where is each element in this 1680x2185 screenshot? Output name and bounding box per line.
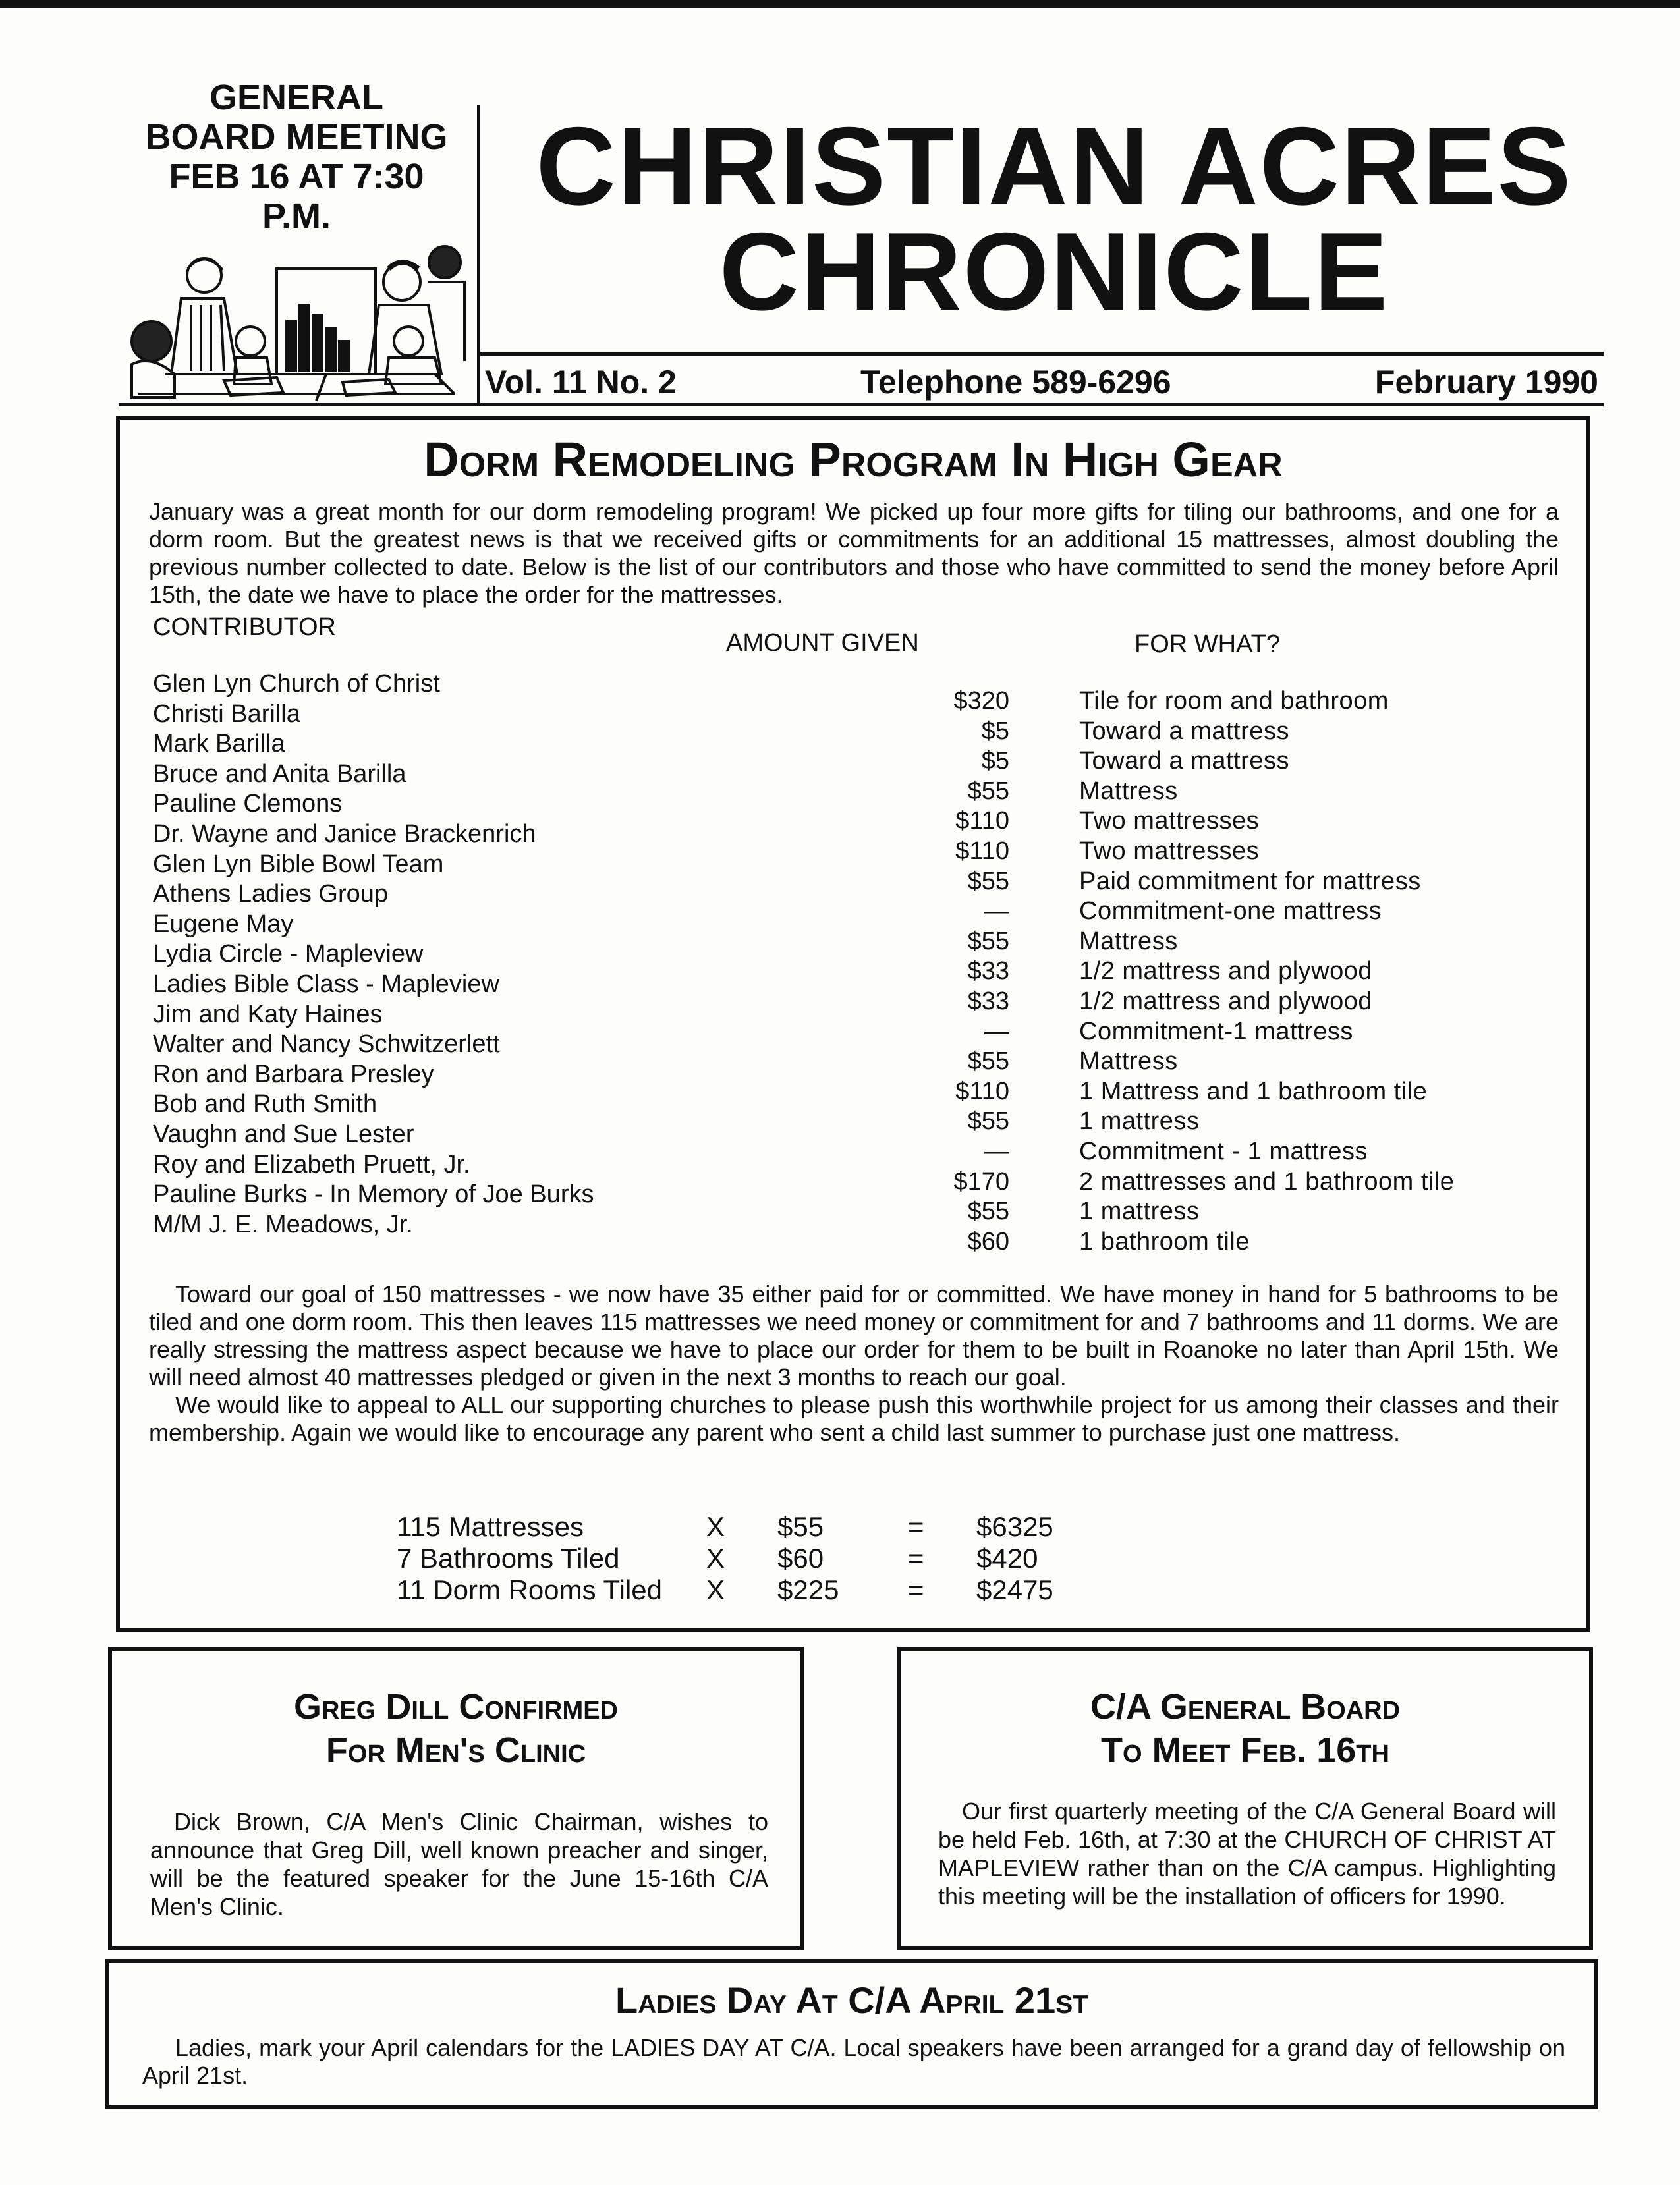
greg-title-line-2: For Men's Clinic (325, 1730, 586, 1770)
greg-article-text: Dick Brown, C/A Men's Clinic Chairman, wishes to announce that Greg Dill, well known preacher and singer, will be the featured speaker for the June 15-16th C/A Men's Clinic. (150, 1808, 768, 1920)
purpose-list (1079, 686, 1454, 1257)
amount-value: $5 (981, 717, 1009, 745)
amount-value: $110 (955, 837, 1009, 865)
contributor-name: Christi Barilla (153, 700, 300, 728)
amount-value: $33 (967, 957, 1009, 985)
newsletter-title (527, 104, 1581, 333)
calc-row (397, 1511, 1187, 1543)
greg-dill-article (108, 1647, 804, 1950)
purpose-value: Two mattresses (1079, 837, 1260, 865)
calc-equals: = (908, 1543, 924, 1574)
board-meeting-notice (119, 78, 474, 407)
info-rule (119, 403, 1604, 406)
goal-paragraph: Toward our goal of 150 mattresses - we now have 35 either paid for or committed. We have money in hand for 5 bathrooms to be tiled and one dorm room. This then leaves 115 mattresses we need money or commitment for and 7 bathrooms and 11 dorms. We are really stressing the mattress aspect because we have to place our order for them to be built in Roanoke no later than April 15th. We will need almost 40 mattresses pledged or given in the next 3 months to reach our goal. (149, 1281, 1559, 1391)
contributor-list (153, 669, 594, 1240)
calc-item: 7 Bathrooms Tiled (397, 1543, 620, 1574)
calc-times: X (706, 1574, 725, 1605)
contributor-name: Bob and Ruth Smith (153, 1090, 378, 1119)
contributor-name: Athens Ladies Group (153, 880, 389, 908)
ladies-day-article (105, 1959, 1598, 2109)
amount-value: — (984, 897, 1009, 926)
board-title-line-2: To Meet Feb. 16th (1101, 1730, 1389, 1770)
purpose-value: 1/2 mattress and plywood (1079, 987, 1373, 1015)
purpose-value: Mattress (1079, 1047, 1178, 1076)
contributor-name: Eugene May (153, 910, 294, 938)
calc-total: $420 (976, 1543, 1038, 1574)
calc-equals: = (908, 1574, 924, 1605)
board-meeting-text (119, 78, 474, 236)
amount-value: $320 (953, 687, 1009, 715)
board-meeting-illustration (125, 242, 468, 407)
contributor-name: Ladies Bible Class - Mapleview (153, 970, 499, 998)
purpose-value: Mattress (1079, 777, 1178, 805)
masthead-vertical-rule (477, 105, 480, 405)
contributor-name: Dr. Wayne and Janice Brackenrich (153, 819, 536, 848)
greg-title-line-1: Greg Dill Confirmed (294, 1687, 618, 1727)
purpose-value: Toward a mattress (1079, 747, 1289, 775)
cost-calculation (397, 1511, 1187, 1606)
telephone-number: Telephone 589-6296 (860, 364, 1171, 401)
contributor-name: Lydia Circle - Mapleview (153, 940, 424, 968)
amount-value: $33 (967, 987, 1009, 1015)
amount-header: AMOUNT GIVEN (726, 629, 919, 657)
board-title-line-1: C/A General Board (1090, 1687, 1401, 1727)
calc-price: $225 (777, 1574, 839, 1605)
purpose-value: Tile for room and bathroom (1079, 687, 1389, 715)
general-board-article (897, 1647, 1593, 1950)
amount-value: — (984, 1137, 1009, 1165)
meeting-line-2: BOARD MEETING (145, 117, 448, 157)
calc-total: $2475 (976, 1574, 1053, 1605)
amount-value: $55 (967, 1107, 1009, 1136)
greg-article-title (112, 1685, 800, 1772)
purpose-value: 1 mattress (1079, 1198, 1200, 1226)
meeting-line-4: P.M. (262, 196, 331, 236)
calc-times: X (706, 1543, 725, 1574)
purpose-value: 1/2 mattress and plywood (1079, 957, 1373, 985)
purpose-value: Commitment - 1 mattress (1079, 1137, 1368, 1165)
amount-value: $110 (955, 807, 1009, 835)
contributor-name: Ron and Barbara Presley (153, 1060, 434, 1088)
amount-value: $55 (967, 867, 1009, 895)
dorm-remodeling-article (116, 416, 1590, 1632)
dorm-intro-paragraph: January was a great month for our dorm remodeling program! We picked up four more gifts for tiling our bathrooms, and one for a dorm room. But the greatest news is that we received gifts or commitments for an additional 15 mattresses, almost doubling the previous number collected to date. Below is the list of our contributors and those who have committed to send the money before April 15th, the date we have to place the order for the mattresses. (149, 498, 1559, 608)
ladies-article-text: Ladies, mark your April calendars for the LADIES DAY AT C/A. Local speakers have been arranged for a grand day of fellowship on April 21st. (142, 2034, 1565, 2089)
volume-number: Vol. 11 No. 2 (485, 364, 677, 401)
contributor-name: Jim and Katy Haines (153, 1000, 383, 1028)
page-top-edge (0, 0, 1680, 8)
amount-value: $55 (967, 927, 1009, 955)
purpose-value: Mattress (1079, 927, 1178, 955)
calc-row (397, 1574, 1187, 1606)
title-line-1: CHRISTIAN ACRES (536, 104, 1573, 228)
amount-value: — (984, 1017, 1009, 1045)
masthead-rule (477, 352, 1604, 356)
calc-times: X (706, 1511, 725, 1542)
dorm-article-title: Dorm Remodeling Program In High Gear (424, 432, 1283, 487)
contributor-name: Mark Barilla (153, 730, 285, 758)
appeal-paragraph: We would like to appeal to ALL our supporting churches to please push this worthwhile project for us among their classes and their membership. Again we would like to encourage any parent who sent a child last summer to purchase just one mattress. (149, 1391, 1559, 1446)
amount-value: $5 (981, 747, 1009, 775)
contributor-name: Walter and Nancy Schwitzerlett (153, 1030, 500, 1059)
ladies-article-title: Ladies Day At C/A April 21st (615, 1979, 1089, 2021)
contributor-name: Glen Lyn Bible Bowl Team (153, 850, 444, 878)
amount-value: $170 (953, 1167, 1009, 1196)
amount-list (858, 686, 1009, 1257)
purpose-value: 1 bathroom tile (1079, 1227, 1250, 1256)
calc-total: $6325 (976, 1511, 1053, 1542)
amount-value: $60 (967, 1227, 1009, 1256)
board-article-title (901, 1685, 1589, 1772)
issue-info-row (485, 361, 1598, 403)
calc-item: 115 Mattresses (397, 1511, 584, 1542)
contributor-name: Pauline Clemons (153, 790, 343, 818)
purpose-value: Commitment-one mattress (1079, 897, 1382, 926)
calc-price: $55 (777, 1511, 824, 1542)
contributor-name: M/M J. E. Meadows, Jr. (153, 1210, 413, 1238)
amount-value: $110 (955, 1077, 1009, 1105)
goal-paragraphs (149, 1281, 1559, 1447)
calc-row (397, 1543, 1187, 1574)
board-article-text: Our first quarterly meeting of the C/A General Board will be held Feb. 16th, at 7:30 at the CHURCH OF CHRIST AT MAPLEVIEW rather than on the C/A campus. Highlighting this meeting will be the installation of officers for 1990. (938, 1798, 1556, 1910)
purpose-value: 1 mattress (1079, 1107, 1200, 1136)
purpose-value: 2 mattresses and 1 bathroom tile (1079, 1167, 1455, 1196)
meeting-line-3: FEB 16 AT 7:30 (169, 157, 424, 196)
contributor-header: CONTRIBUTOR (153, 613, 336, 641)
purpose-value: Toward a mattress (1079, 717, 1289, 745)
contributor-name: Vaughn and Sue Lester (153, 1120, 414, 1148)
amount-value: $55 (967, 1047, 1009, 1076)
calc-item: 11 Dorm Rooms Tiled (397, 1574, 663, 1605)
purpose-value: Two mattresses (1079, 807, 1260, 835)
purpose-value: Commitment-1 mattress (1079, 1017, 1353, 1045)
meeting-line-1: GENERAL (209, 78, 383, 117)
issue-date: February 1990 (1374, 364, 1598, 401)
contributor-name: Glen Lyn Church of Christ (153, 670, 440, 698)
contributor-name: Pauline Burks - In Memory of Joe Burks (153, 1180, 594, 1209)
amount-value: $55 (967, 1198, 1009, 1226)
purpose-value: 1 Mattress and 1 bathroom tile (1079, 1077, 1428, 1105)
contributor-name: Bruce and Anita Barilla (153, 760, 406, 788)
purpose-value: Paid commitment for mattress (1079, 867, 1421, 895)
purpose-header: FOR WHAT? (1134, 630, 1280, 658)
title-line-2: CHRONICLE (719, 209, 1389, 333)
contributor-name: Roy and Elizabeth Pruett, Jr. (153, 1150, 470, 1178)
calc-price: $60 (777, 1543, 824, 1574)
calc-equals: = (908, 1511, 924, 1542)
amount-value: $55 (967, 777, 1009, 805)
